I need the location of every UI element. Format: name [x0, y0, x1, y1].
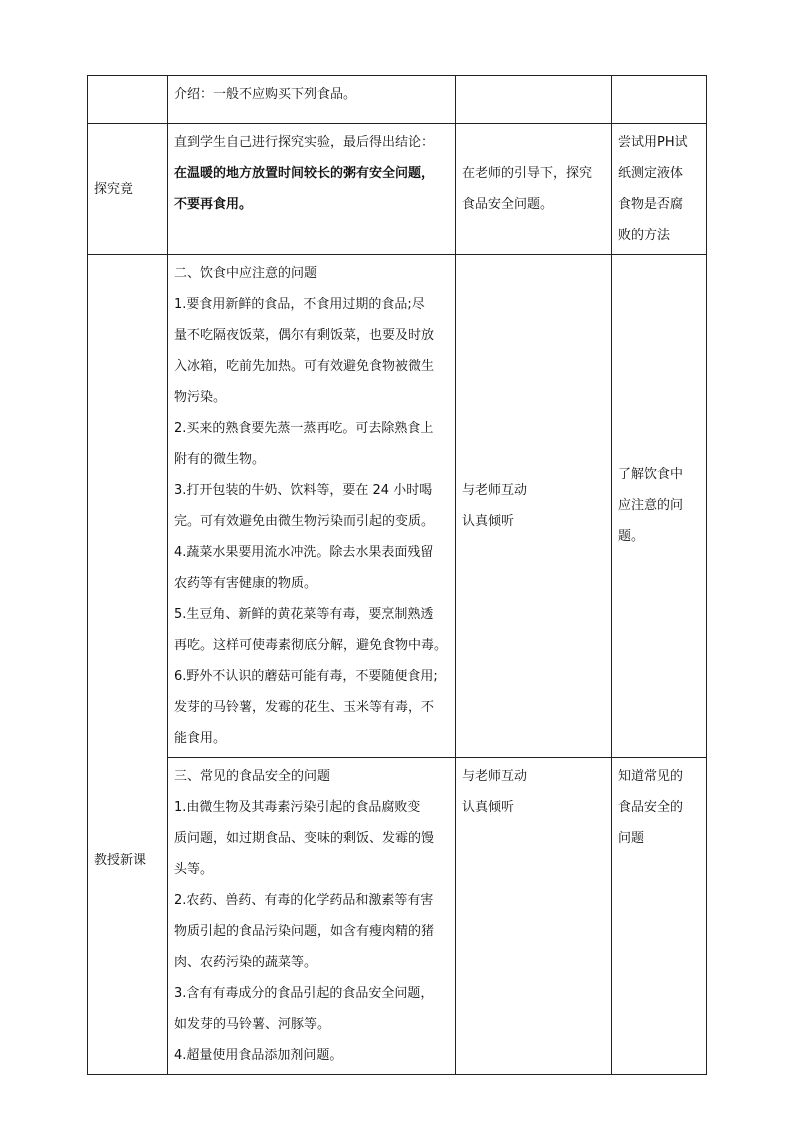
student-line: 在老师的引导下，探究	[462, 166, 593, 181]
student-activity-cell	[456, 124, 612, 255]
student-line: 与老师互动	[462, 769, 528, 784]
design-intent-cell	[612, 758, 707, 1075]
teacher-activity-cell	[168, 758, 456, 1075]
teacher-line: 肉、农药污染的蔬菜等。	[174, 955, 318, 970]
teacher-line: 发芽的马铃薯，发霉的花生、玉米等有毒，不	[174, 700, 435, 715]
table-row	[88, 758, 707, 1075]
lesson-plan-table	[87, 75, 707, 1075]
teacher-line: 5.生豆角、新鲜的黄花菜等有毒，要烹制熟透	[174, 607, 434, 622]
teacher-line: 6.野外不认识的蘑菇可能有毒，不要随便食用;	[174, 669, 438, 684]
teacher-line: 入冰箱，吃前先加热。可有效避免食物被微生	[174, 359, 435, 374]
intent-line: 题。	[618, 529, 645, 544]
stage-cell	[88, 124, 168, 255]
teacher-activity-cell	[168, 255, 456, 758]
teacher-line: 2.买来的熟食要先蒸一蒸再吃。可去除熟食上	[174, 421, 434, 436]
intent-line: 知道常见的	[618, 769, 684, 784]
teacher-activity-cell	[168, 124, 456, 255]
teacher-line: 如发芽的马铃薯、河豚等。	[174, 1017, 331, 1032]
conclusion-line: 在温暖的地方放置时间较长的粥有安全问题，	[174, 166, 435, 181]
student-line: 食品安全问题。	[462, 197, 554, 212]
table-row	[88, 255, 707, 758]
teacher-line: 1.要食用新鲜的食品，不食用过期的食品;尽	[174, 297, 425, 312]
teacher-line: 再吃。这样可使毒素彻底分解，避免食物中毒。	[174, 638, 448, 653]
intent-line: 败的方法	[618, 228, 671, 243]
student-line: 认真倾听	[462, 800, 515, 815]
intent-line: 应注意的问	[618, 498, 684, 513]
teacher-line: 质问题，如过期食品、变味的剩饭、发霉的馒	[174, 831, 435, 846]
teacher-line: 4.蔬菜水果要用流水冲洗。除去水果表面残留	[174, 545, 434, 560]
teacher-line: 物质引起的食品污染问题，如含有瘦肉精的猪	[174, 924, 435, 939]
intent-line: 尝试用PH试	[618, 135, 688, 150]
teacher-line: 农药等有害健康的物质。	[174, 576, 318, 591]
conclusion-line: 不要再食用。	[174, 197, 253, 212]
teacher-line: 介绍：一般不应购买下列食品。	[174, 87, 357, 102]
section-heading: 二、饮食中应注意的问题	[174, 266, 318, 281]
table-row	[88, 124, 707, 255]
student-line: 认真倾听	[462, 514, 515, 529]
intent-line: 了解饮食中	[618, 467, 684, 482]
table-row	[88, 76, 707, 124]
student-activity-cell	[456, 76, 612, 124]
design-intent-cell	[612, 76, 707, 124]
student-line: 与老师互动	[462, 483, 528, 498]
teacher-line: 4.超量使用食品添加剂问题。	[174, 1048, 343, 1063]
teacher-line: 量不吃隔夜饭菜，偶尔有剩饭菜，也要及时放	[174, 328, 435, 343]
teacher-line: 3.打开包装的牛奶、饮料等，要在 24 小时喝	[174, 483, 433, 498]
teacher-line: 直到学生自己进行探究实验，最后得出结论：	[174, 135, 435, 150]
section-heading: 三、常见的食品安全的问题	[174, 769, 331, 784]
teacher-line: 物污染。	[174, 390, 227, 405]
teacher-line: 头等。	[174, 862, 214, 877]
teacher-activity-cell	[168, 76, 456, 124]
intent-line: 纸测定液体	[618, 166, 684, 181]
student-activity-cell	[456, 758, 612, 1075]
teacher-line: 3.含有有毒成分的食品引起的食品安全问题，	[174, 986, 434, 1001]
teacher-line: 2.农药、兽药、有毒的化学药品和激素等有害	[174, 893, 434, 908]
stage-label: 探究竟	[94, 181, 134, 197]
design-intent-cell	[612, 255, 707, 758]
stage-cell	[88, 255, 168, 1075]
stage-label: 教授新课	[94, 852, 147, 868]
teacher-line: 附有的微生物。	[174, 452, 266, 467]
intent-line: 食物是否腐	[618, 197, 684, 212]
teacher-line: 能食用。	[174, 731, 227, 746]
intent-line: 问题	[618, 831, 645, 846]
teacher-line: 1.由微生物及其毒素污染引起的食品腐败变	[174, 800, 421, 815]
intent-line: 食品安全的	[618, 800, 684, 815]
stage-cell	[88, 76, 168, 124]
design-intent-cell	[612, 124, 707, 255]
teacher-line: 完。可有效避免由微生物污染而引起的变质。	[174, 514, 435, 529]
student-activity-cell	[456, 255, 612, 758]
